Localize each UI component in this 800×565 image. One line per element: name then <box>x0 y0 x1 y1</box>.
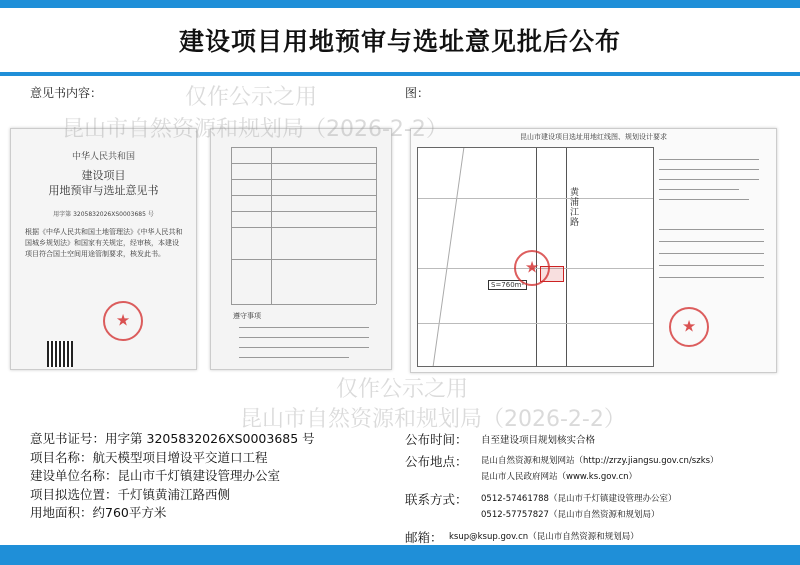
certificate-title-line2: 用地预审与选址意见书 <box>48 184 159 197</box>
info-row-cert-number: 意见书证号：用字第 3205832026XS0003685 号 <box>30 431 315 446</box>
contact-1: 0512-57461788（昆山市千灯镇建设管理办公室） <box>481 494 677 504</box>
header-bar <box>0 0 800 76</box>
road-label: 黄浦江路 <box>570 188 580 228</box>
watermark-text: 仅作公示之用 <box>185 85 318 110</box>
email[interactable]: ksup@ksup.gov.cn（昆山市自然资源和规划局） <box>449 532 639 542</box>
certificate-page <box>10 128 197 370</box>
project-info <box>30 430 315 523</box>
official-seal <box>103 301 143 341</box>
map-table <box>659 229 769 289</box>
certificate-body: 根据《中华人民共和国土地管理法》《中华人民共和国城乡规划法》和国家有关规定，经审核，本建设项目符合国土空间用途管制要求，核发此书。 <box>25 228 183 258</box>
map-doc-title: 昆山市建设项目选址用地红线图、规划设计要求 <box>520 133 667 141</box>
contact-label: 联系方式： <box>405 492 468 507</box>
figure-label: 图： <box>405 86 430 100</box>
page-title: 建设项目用地预审与选址意见批后公布 <box>178 27 621 56</box>
qr-code <box>47 341 73 367</box>
map-notes <box>659 153 769 213</box>
info-row-unit: 建设单位名称：昆山市千灯镇建设管理办公室 <box>30 468 281 483</box>
certificate-number: 用字第 3205832026XS0003685 号 <box>53 211 154 218</box>
publish-place-label: 公布地点： <box>405 454 468 469</box>
site-map-doc <box>410 128 777 373</box>
watermark-text: 昆山市自然资源和规划局（2026-2-2） <box>240 407 626 432</box>
publish-time: 自至建设项目规划核实合格 <box>481 435 596 446</box>
email-label: 邮箱： <box>405 530 443 545</box>
bureau-seal <box>669 307 709 347</box>
info-row-area: 用地面积：约760平方米 <box>30 505 167 520</box>
publish-place-2: 昆山市人民政府网站（www.ks.gov.cn） <box>481 472 638 482</box>
site-map <box>417 147 654 367</box>
contact-2: 0512-57757827（昆山市自然资源和规划局） <box>481 510 660 520</box>
header-accent <box>0 0 800 8</box>
notes-block: 遵守事项 <box>233 312 261 320</box>
watermark-text: 仅作公示之用 <box>336 377 469 402</box>
site-area-label: S=760m² <box>488 280 527 290</box>
info-row-location: 项目拟选位置：千灯镇黄浦江路西侧 <box>30 486 231 502</box>
map-seal <box>514 250 550 286</box>
publish-time-label: 公布时间： <box>405 432 468 447</box>
footer-bar <box>0 545 800 565</box>
publish-place-1: 昆山自然资源和规划网站（http://zrzy.jiangsu.gov.cn/szks） <box>481 456 719 466</box>
opinion-content-label: 意见书内容： <box>30 86 103 100</box>
certificate-title-line1: 建设项目 <box>81 169 126 182</box>
info-row-project-name: 项目名称：航天模型项目增设平交道口工程 <box>30 449 268 465</box>
certificate-country: 中华人民共和国 <box>71 152 135 162</box>
form-page <box>210 128 392 370</box>
watermark-text: 昆山市自然资源和规划局（2026-2-2） <box>62 117 448 142</box>
